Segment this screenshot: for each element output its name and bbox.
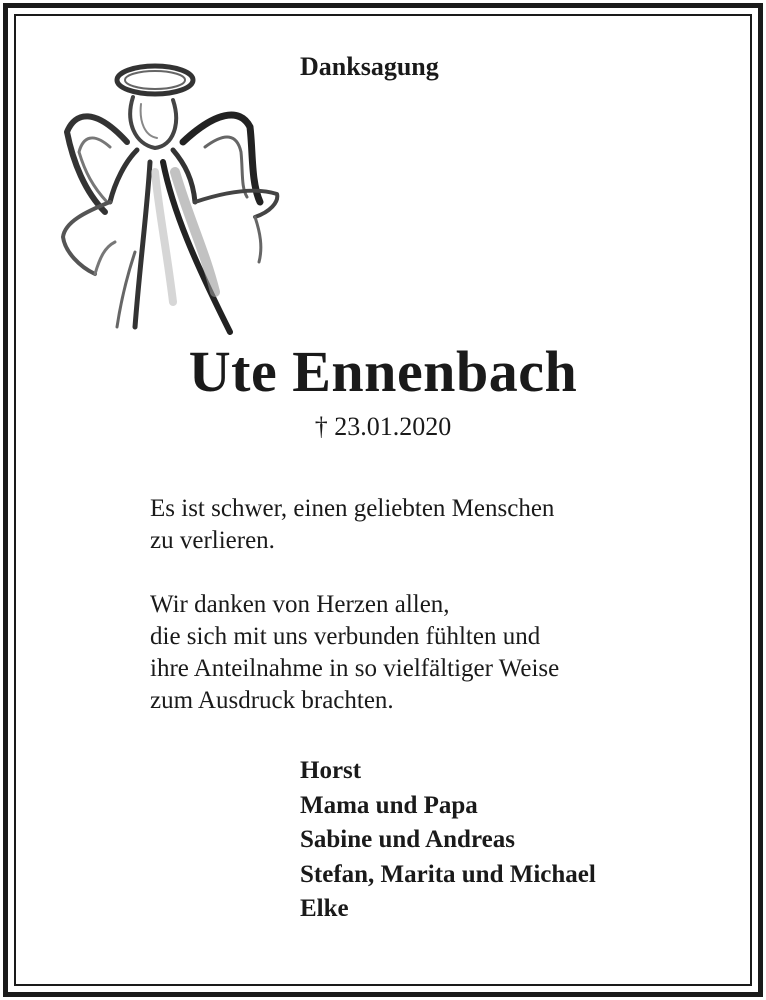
paragraph-line: zu verlieren. [150, 527, 275, 554]
angel-icon [55, 52, 285, 342]
signer: Elke [300, 895, 349, 922]
deceased-name: Ute Ennenbach [188, 339, 578, 404]
paragraph-thanks [150, 589, 559, 717]
death-date: † 23.01.2020 [314, 412, 452, 441]
paragraph-line: die sich mit uns verbunden fühlten und [150, 623, 541, 650]
paragraph-line: zum Ausdruck brachten. [150, 687, 394, 714]
signers-list [300, 754, 596, 927]
paragraph-line: ihre Anteilnahme in so vielfältiger Weise [150, 655, 560, 682]
paragraph-line: Wir danken von Herzen allen, [150, 591, 450, 618]
paragraph-loss [150, 493, 554, 557]
heading-danksagung: Danksagung [300, 52, 439, 81]
signer: Sabine und Andreas [300, 826, 515, 853]
signer: Stefan, Marita und Michael [300, 860, 596, 888]
paragraph-line: Es ist schwer, einen geliebten Menschen [150, 495, 555, 522]
signer: Mama und Papa [300, 791, 478, 819]
signer: Horst [300, 757, 362, 784]
